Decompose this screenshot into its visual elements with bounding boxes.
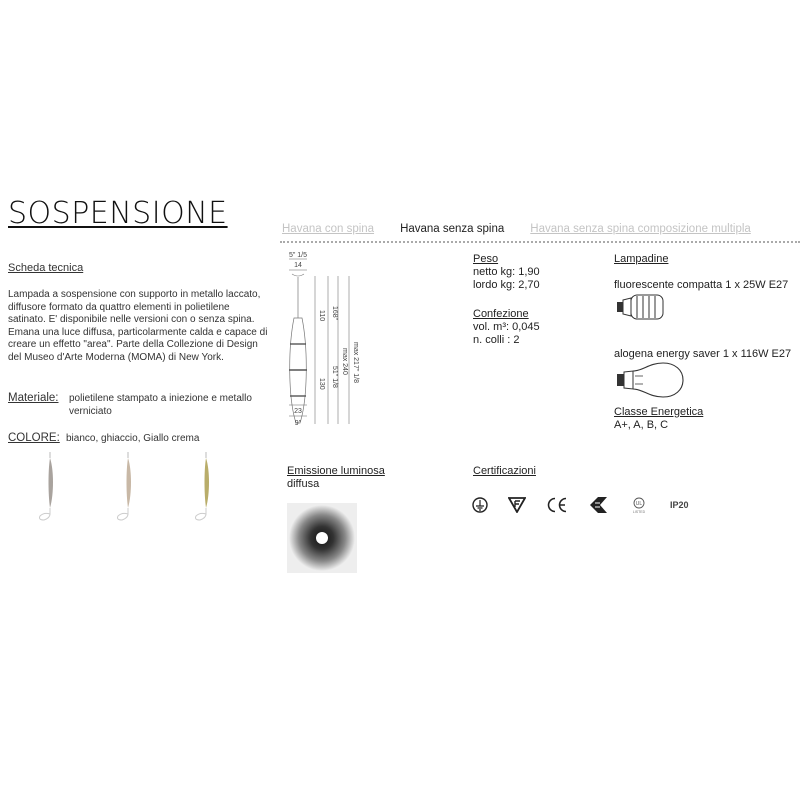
ce-mark-icon [546,497,568,513]
scheda-tecnica-heading: Scheda tecnica [8,262,84,274]
lamp-thumbnail-giallo-crema [186,452,226,524]
tab-havana-composizione-multipla[interactable]: Havana senza spina composizione multipla [530,223,751,235]
halogen-bulb-icon [615,361,685,399]
dotted-divider [280,241,800,243]
svg-text:14: 14 [294,262,302,269]
svg-text:23: 23 [294,408,302,415]
classe-energetica-section [614,406,703,432]
bulb-halogen-label: alogena energy saver 1 x 116W E27 [614,348,792,360]
svg-text:9": 9" [294,420,302,427]
svg-text:168": 168" [331,306,338,321]
tab-havana-con-spina[interactable]: Havana con spina [282,223,375,235]
peso-section [473,253,540,292]
materiale-label: Materiale: [8,392,59,404]
ground-symbol-icon [472,497,488,513]
svg-text:max 217" 1/8: max 217" 1/8 [352,342,359,384]
lampadine-label: Lampadine [614,253,669,265]
emissione-value: diffusa [287,478,320,490]
technical-drawing [280,248,360,433]
enec-mark-icon [588,496,608,514]
classe-energetica-value: A+, A, B, C [614,419,669,431]
page-title: SOSPENSIONE [8,196,228,231]
lamp-thumbnail-ghiaccio [108,452,148,524]
lamp-thumbnail-bianco [30,452,70,524]
colore-label: COLORE: [8,432,60,444]
ip20-label: IP20 [670,500,689,510]
confezione-section [473,308,540,347]
confezione-colli: n. colli : 2 [473,334,520,346]
bulb-fluorescent-label: fluorescente compatta 1 x 25W E27 [614,279,789,291]
svg-text:5" 1/5: 5" 1/5 [288,252,308,259]
f-mark-icon [508,497,526,513]
svg-text:LISTED: LISTED [632,510,646,514]
certifications-row [472,496,709,514]
colore-value: bianco, ghiaccio, Giallo crema [66,433,200,444]
confezione-label: Confezione [473,308,529,320]
certificazioni-label: Certificazioni [473,465,536,477]
peso-netto: netto kg: 1,90 [473,266,540,278]
svg-text:UL: UL [635,501,643,507]
tab-havana-senza-spina[interactable]: Havana senza spina [400,223,505,235]
materiale-value: polietilene stampato a iniezione e metallo verniciato [69,393,252,417]
variant-tabs [282,223,777,235]
emissione-section [287,465,385,491]
peso-label: Peso [473,253,499,265]
light-emission-diagram [287,503,357,573]
peso-lordo: lordo kg: 2,70 [473,279,540,291]
ul-listed-icon [628,496,650,514]
product-description: Lampada a sospensione con supporto in metallo laccato, diffusore formato da quattro elementi in polietilene satinato. E' disponibile nelle versioni con o senza spina. Emana una luce diffusa, particolarmente calda e capace di creare un effetto "area". Parte della Collezione di Design del Museo d'Arte Moderna (MOMA) di New York. [8,289,268,363]
emissione-label: Emissione luminosa [287,465,385,477]
svg-text:130: 130 [318,378,325,390]
confezione-vol: vol. m³: 0,045 [473,321,540,333]
svg-text:110: 110 [318,310,325,322]
classe-energetica-label: Classe Energetica [614,406,704,418]
svg-text:51" 1/8: 51" 1/8 [331,366,338,388]
fluorescent-bulb-icon [615,292,667,322]
svg-text:max 240: max 240 [341,348,348,375]
